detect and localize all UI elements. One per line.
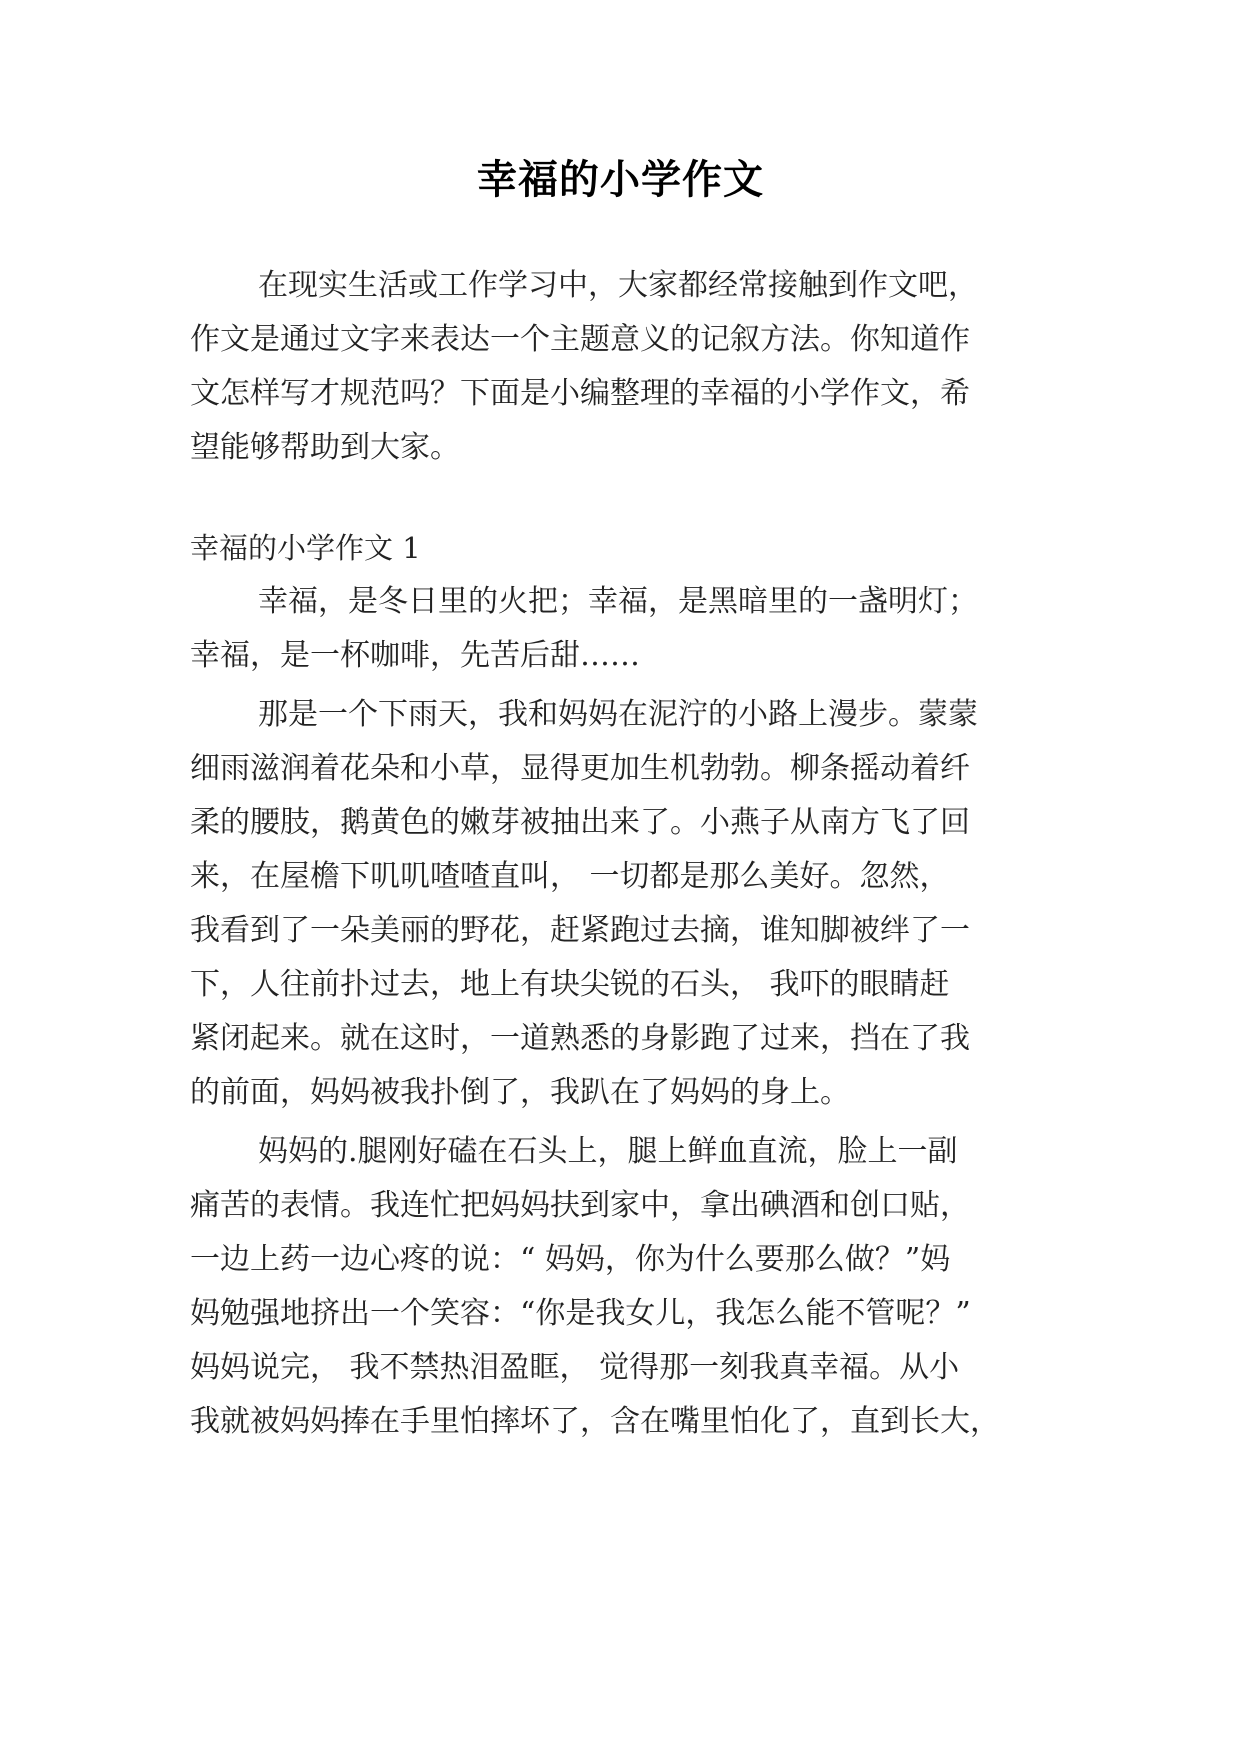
intro-line: 作文是通过文字来表达一个主题意义的记叙方法。你知道作 — [190, 322, 970, 357]
paragraph-line: 幸福，是冬日里的火把；幸福，是黑暗里的一盏明灯； — [258, 584, 978, 619]
paragraph-line: 妈勉强地挤出一个笑容：“你是我女儿，我怎么能不管呢？” — [190, 1296, 971, 1331]
paragraph-line: 一边上药一边心疼的说：“ 妈妈，你为什么要那么做？”妈 — [190, 1242, 951, 1277]
intro-line: 文怎样写才规范吗？下面是小编整理的幸福的小学作文，希 — [190, 376, 970, 411]
paragraph-line: 来，在屋檐下叽叽喳喳直叫， 一切都是那么美好。忽然， — [190, 859, 950, 894]
paragraph-line: 柔的腰肢，鹅黄色的嫩芽被抽出来了。小燕子从南方飞了回 — [190, 805, 970, 840]
intro-line: 望能够帮助到大家。 — [190, 430, 460, 465]
paragraph-line: 紧闭起来。就在这时，一道熟悉的身影跑了过来，挡在了我 — [190, 1021, 970, 1056]
paragraph-line: 我看到了一朵美丽的野花，赶紧跑过去摘，谁知脚被绊了一 — [190, 913, 970, 948]
paragraph-line: 下，人往前扑过去，地上有块尖锐的石头， 我吓的眼睛赶 — [190, 967, 950, 1002]
paragraph-line: 妈妈的.腿刚好磕在石头上，腿上鲜血直流，脸上一副 — [258, 1134, 958, 1169]
paragraph-line: 那是一个下雨天，我和妈妈在泥泞的小路上漫步。蒙蒙 — [258, 697, 978, 732]
paragraph-line: 我就被妈妈捧在手里怕摔坏了，含在嘴里怕化了，直到长大， — [190, 1404, 1000, 1439]
paragraph-line: 幸福，是一杯咖啡，先苦后甜…… — [190, 638, 640, 673]
paragraph-line: 妈妈说完， 我不禁热泪盈眶， 觉得那一刻我真幸福。从小 — [190, 1350, 960, 1385]
intro-line: 在现实生活或工作学习中，大家都经常接触到作文吧， — [258, 268, 978, 303]
paragraph-line: 痛苦的表情。我连忙把妈妈扶到家中，拿出碘酒和创口贴， — [190, 1188, 970, 1223]
paragraph-line: 细雨滋润着花朵和小草，显得更加生机勃勃。柳条摇动着纤 — [190, 751, 970, 786]
paragraph-line: 的前面，妈妈被我扑倒了，我趴在了妈妈的身上。 — [190, 1075, 850, 1110]
document-title: 幸福的小学作文 — [477, 157, 764, 203]
section-heading: 幸福的小学作文 1 — [190, 531, 421, 565]
